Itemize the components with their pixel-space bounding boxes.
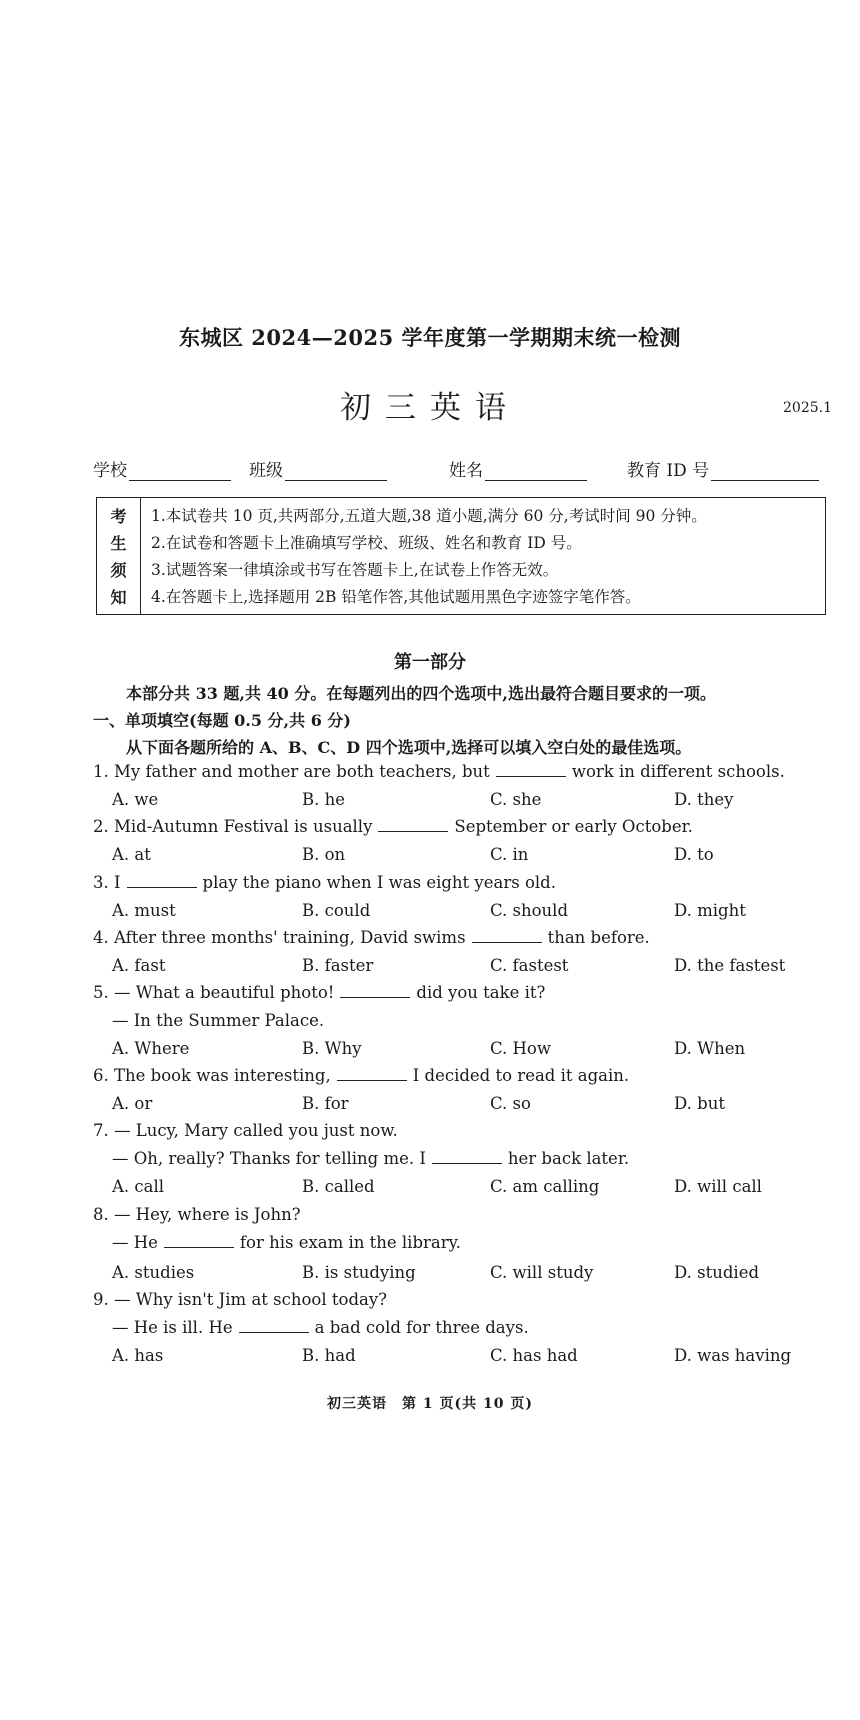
option-a[interactable]: A. studies bbox=[112, 1263, 195, 1282]
class-label: 班级 bbox=[249, 461, 283, 481]
question-text: than before. bbox=[547, 928, 650, 947]
exam-date: 2025.1 bbox=[783, 400, 832, 416]
exam-title: 东城区 2024—2025 学年度第一学期期末统一检测 bbox=[178, 325, 681, 350]
notice-items bbox=[151, 503, 821, 611]
part-description: 本部分共 33 题,共 40 分。在每题列出的四个选项中,选出最符合题目要求的一项。 bbox=[126, 684, 716, 703]
option-a[interactable]: A. fast bbox=[112, 956, 166, 975]
notice-item: 1.本试卷共 10 页,共两部分,五道大题,38 道小题,满分 60 分,考试时间 90 分钟。 bbox=[151, 507, 707, 525]
question-9-response bbox=[112, 1318, 529, 1337]
question-7: 7. — Lucy, Mary called you just now. bbox=[93, 1121, 398, 1140]
student-info-row bbox=[93, 456, 833, 482]
question-text: 2. Mid-Autumn Festival is usually bbox=[93, 817, 373, 836]
option-c[interactable]: C. in bbox=[490, 845, 529, 864]
option-a[interactable]: A. at bbox=[112, 845, 151, 864]
question-2 bbox=[93, 817, 693, 836]
answer-blank bbox=[337, 1066, 407, 1081]
answer-blank bbox=[340, 983, 410, 998]
notice-item: 3.试题答案一律填涂或书写在答题卡上,在试卷上作答无效。 bbox=[151, 561, 559, 579]
question-2-options bbox=[112, 845, 832, 867]
question-5-options bbox=[112, 1039, 832, 1061]
option-d[interactable]: D. but bbox=[674, 1094, 725, 1113]
question-1 bbox=[93, 762, 785, 781]
option-d[interactable]: D. to bbox=[674, 845, 714, 864]
question-text: for his exam in the library. bbox=[239, 1233, 462, 1252]
option-a[interactable]: A. has bbox=[112, 1346, 164, 1365]
option-b[interactable]: B. for bbox=[302, 1094, 349, 1113]
notice-side-char: 须 bbox=[110, 561, 127, 580]
option-c[interactable]: C. she bbox=[490, 790, 542, 809]
question-7-response bbox=[112, 1149, 629, 1168]
notice-item: 4.在答题卡上,选择题用 2B 铅笔作答,其他试题用黑色字迹签字笔作答。 bbox=[151, 588, 641, 606]
option-a[interactable]: A. we bbox=[112, 790, 159, 809]
answer-blank bbox=[432, 1149, 502, 1164]
section-title: 一、单项填空(每题 0.5 分,共 6 分) bbox=[93, 711, 351, 730]
option-b[interactable]: B. faster bbox=[302, 956, 374, 975]
question-7-options bbox=[112, 1177, 832, 1199]
option-c[interactable]: C. will study bbox=[490, 1263, 594, 1282]
question-text: her back later. bbox=[507, 1149, 630, 1168]
question-text: — He is ill. He bbox=[112, 1318, 233, 1337]
option-d[interactable]: D. When bbox=[674, 1039, 746, 1058]
option-b[interactable]: B. called bbox=[302, 1177, 375, 1196]
question-text: 3. I bbox=[93, 873, 121, 892]
id-field[interactable] bbox=[627, 456, 819, 481]
option-d[interactable]: D. will call bbox=[674, 1177, 762, 1196]
notice-side-char: 知 bbox=[110, 588, 127, 607]
question-text: work in different schools. bbox=[571, 762, 785, 781]
notice-side-char: 生 bbox=[110, 534, 127, 553]
question-text: did you take it? bbox=[416, 983, 546, 1002]
id-line bbox=[711, 462, 819, 481]
option-b[interactable]: B. he bbox=[302, 790, 346, 809]
option-c[interactable]: C. should bbox=[490, 901, 569, 920]
question-text: 6. The book was interesting, bbox=[93, 1066, 331, 1085]
question-4 bbox=[93, 928, 650, 947]
school-field[interactable] bbox=[93, 456, 231, 481]
notice-side-char: 考 bbox=[110, 507, 127, 526]
question-4-options bbox=[112, 956, 832, 978]
option-b[interactable]: B. had bbox=[302, 1346, 356, 1365]
question-text: September or early October. bbox=[454, 817, 693, 836]
option-c[interactable]: C. so bbox=[490, 1094, 531, 1113]
id-label: 教育 ID 号 bbox=[627, 461, 710, 481]
question-8-response bbox=[112, 1233, 461, 1252]
answer-blank bbox=[496, 762, 566, 777]
question-6-options bbox=[112, 1094, 832, 1116]
question-9-options bbox=[112, 1346, 832, 1368]
school-label: 学校 bbox=[93, 461, 127, 481]
option-b[interactable]: B. Why bbox=[302, 1039, 362, 1058]
option-b[interactable]: B. is studying bbox=[302, 1263, 416, 1282]
option-c[interactable]: C. has had bbox=[490, 1346, 578, 1365]
part-title: 第一部分 bbox=[394, 652, 466, 673]
question-5-response: — In the Summer Palace. bbox=[112, 1011, 325, 1030]
notice-item: 2.在试卷和答题卡上准确填写学校、班级、姓名和教育 ID 号。 bbox=[151, 534, 582, 552]
exam-notice-box bbox=[96, 497, 826, 615]
option-c[interactable]: C. fastest bbox=[490, 956, 569, 975]
question-8: 8. — Hey, where is John? bbox=[93, 1205, 301, 1224]
answer-blank bbox=[472, 928, 542, 943]
question-text: — Oh, really? Thanks for telling me. I bbox=[112, 1149, 426, 1168]
question-text: 1. My father and mother are both teachers, but bbox=[93, 762, 490, 781]
answer-blank bbox=[164, 1233, 234, 1248]
notice-side-label bbox=[97, 498, 141, 614]
option-d[interactable]: D. might bbox=[674, 901, 746, 920]
option-b[interactable]: B. could bbox=[302, 901, 371, 920]
option-a[interactable]: A. Where bbox=[112, 1039, 190, 1058]
question-1-options bbox=[112, 790, 832, 812]
question-6 bbox=[93, 1066, 629, 1085]
question-text: 4. After three months' training, David swims bbox=[93, 928, 466, 947]
option-d[interactable]: D. the fastest bbox=[674, 956, 786, 975]
answer-blank bbox=[239, 1318, 309, 1333]
school-line bbox=[129, 462, 231, 481]
option-c[interactable]: C. am calling bbox=[490, 1177, 600, 1196]
class-line bbox=[285, 462, 387, 481]
option-c[interactable]: C. How bbox=[490, 1039, 551, 1058]
option-b[interactable]: B. on bbox=[302, 845, 346, 864]
name-line bbox=[485, 462, 587, 481]
page-footer: 初三英语 第 1 页(共 10 页) bbox=[327, 1396, 533, 1412]
question-text: play the piano when I was eight years old. bbox=[202, 873, 556, 892]
question-5 bbox=[93, 983, 545, 1002]
option-a[interactable]: A. must bbox=[112, 901, 176, 920]
option-d[interactable]: D. was having bbox=[674, 1346, 792, 1365]
section-description: 从下面各题所给的 A、B、C、D 四个选项中,选择可以填入空白处的最佳选项。 bbox=[126, 738, 692, 757]
subject-title: 初三英语 bbox=[340, 390, 520, 426]
answer-blank bbox=[127, 873, 197, 888]
question-text: — He bbox=[112, 1233, 158, 1252]
question-3 bbox=[93, 873, 556, 892]
option-d[interactable]: D. studied bbox=[674, 1263, 760, 1282]
option-a[interactable]: A. call bbox=[112, 1177, 165, 1196]
name-label: 姓名 bbox=[449, 461, 483, 481]
question-3-options bbox=[112, 901, 832, 923]
question-9: 9. — Why isn't Jim at school today? bbox=[93, 1290, 388, 1309]
question-text: a bad cold for three days. bbox=[314, 1318, 529, 1337]
option-d[interactable]: D. they bbox=[674, 790, 734, 809]
question-8-options bbox=[112, 1263, 832, 1285]
option-a[interactable]: A. or bbox=[112, 1094, 153, 1113]
question-text: I decided to read it again. bbox=[412, 1066, 630, 1085]
answer-blank bbox=[378, 817, 448, 832]
name-field[interactable] bbox=[449, 456, 587, 481]
class-field[interactable] bbox=[249, 456, 387, 481]
question-text: 5. — What a beautiful photo! bbox=[93, 983, 335, 1002]
